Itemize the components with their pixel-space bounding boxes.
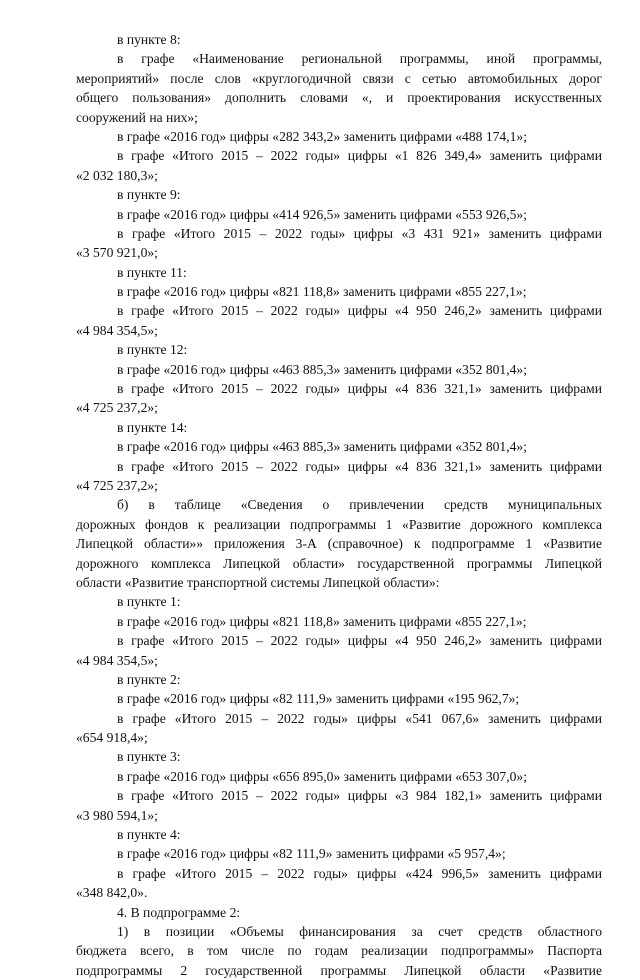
text-line: в графе «Итого 2015 – 2022 годы» цифры «4 836 321,1» заменить цифрами [117,458,602,474]
text-line: в графе «2016 год» цифры «463 885,3» заменить цифрами «352 801,4»; [117,439,527,455]
text-line: «4 984 354,5»; [76,322,158,338]
text-line: области «Развитие транспортной системы Липецкой области»: [76,574,440,590]
document-page [76,30,602,980]
text-line: в пункте 4: [117,827,181,843]
text-line: в пункте 12: [117,342,188,358]
text-line: в графе «Итого 2015 – 2022 годы» цифры «3 984 182,1» заменить цифрами [117,788,602,804]
text-line: дорожных фондов к реализации подпрограммы 1 «Развитие дорожного комплекса [76,516,602,532]
text-line: общего пользования» дополнить словами «, и проектирования искусственных [76,90,602,106]
text-line: в графе «Итого 2015 – 2022 годы» цифры «424 996,5» заменить цифрами [117,865,602,881]
text-line: сооружений на них»; [76,109,198,125]
text-line: «2 032 180,3»; [76,167,158,183]
text-line: в графе «2016 год» цифры «82 111,9» заменить цифрами «195 962,7»; [117,691,520,707]
text-line: в графе «Итого 2015 – 2022 годы» цифры «4 950 246,2» заменить цифрами [117,303,602,319]
text-line: в графе «Итого 2015 – 2022 годы» цифры «4 950 246,2» заменить цифрами [117,633,602,649]
text-line: в пункте 11: [117,264,187,280]
text-line: в графе «2016 год» цифры «821 118,8» заменить цифрами «855 227,1»; [117,284,527,300]
text-line: в графе «2016 год» цифры «282 343,2» заменить цифрами «488 174,1»; [117,128,527,144]
text-line: в графе «2016 год» цифры «414 926,5» заменить цифрами «553 926,5»; [117,206,527,222]
text-line: в пункте 9: [117,187,181,203]
text-line: в пункте 3: [117,749,181,765]
text-line: в графе «2016 год» цифры «82 111,9» заменить цифрами «5 957,4»; [117,846,506,862]
text-line: Липецкой области»» приложения 3-А (справочное) к подпрограмме 1 «Развитие [76,536,602,552]
text-line: «4 725 237,2»; [76,400,158,416]
text-line: в графе «2016 год» цифры «656 895,0» заменить цифрами «653 307,0»; [117,768,527,784]
text-line: в графе «Итого 2015 – 2022 годы» цифры «3 431 921» заменить цифрами [117,225,602,241]
text-line: «3 980 594,1»; [76,807,158,823]
text-line: в пункте 1: [117,594,181,610]
text-line: «3 570 921,0»; [76,245,158,261]
text-line: «654 918,4»; [76,730,148,746]
text-line: в графе «2016 год» цифры «463 885,3» заменить цифрами «352 801,4»; [117,361,527,377]
text-line: в пункте 14: [117,419,188,435]
text-line: в графе «Итого 2015 – 2022 годы» цифры «541 067,6» заменить цифрами [117,710,602,726]
text-line: в пункте 8: [117,32,181,47]
text-line: в пункте 2: [117,671,181,687]
text-line: 1) в позиции «Объемы финансирования за счет средств областного [117,923,602,939]
text-line: в графе «Итого 2015 – 2022 годы» цифры «4 836 321,1» заменить цифрами [117,381,602,397]
text-line: мероприятий» после слов «круглогодичной связи с сетью автомобильных дорог [76,70,602,86]
text-line: «348 842,0». [76,885,148,901]
text-line: в графе «2016 год» цифры «821 118,8» заменить цифрами «855 227,1»; [117,613,527,629]
text-line: «4 725 237,2»; [76,477,158,493]
text-line: бюджета всего, в том числе по годам реализации подпрограммы» Паспорта [76,943,602,959]
text-line: 4. В подпрограмме 2: [117,904,241,920]
text-line: б) в таблице «Сведения о привлечении средств муниципальных [117,497,602,513]
text-line: в графе «Наименование региональной программы, иной программы, [117,51,602,67]
text-line: дорожного комплекса Липецкой области» государственной программы Липецкой [76,555,602,571]
text-line: в графе «Итого 2015 – 2022 годы» цифры «1 826 349,4» заменить цифрами [117,148,602,164]
text-line: «4 984 354,5»; [76,652,158,668]
text-line: подпрограммы 2 государственной программы Липецкой области «Развитие [76,962,602,978]
